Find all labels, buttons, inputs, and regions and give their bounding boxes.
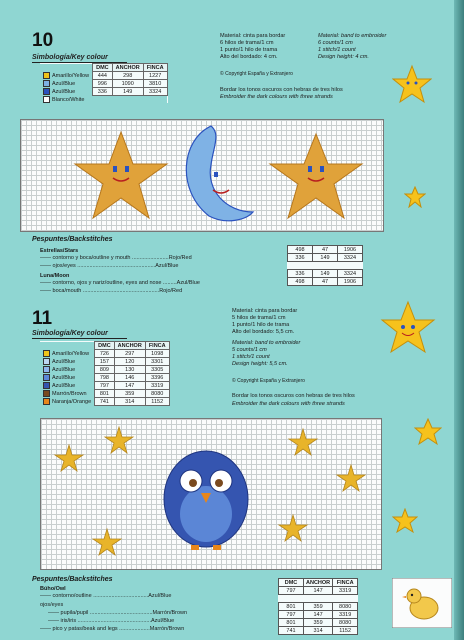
small-star-motif bbox=[337, 465, 365, 491]
key-row: Naranja/Orange 741 314 1152 bbox=[40, 398, 169, 406]
bs-line: —— contorno, ojos y nariz/outline, eyes and nose .........Azul/Blue bbox=[40, 280, 200, 286]
pattern-10-backstitch-values: 498 47 1906 336 149 3324 336 149 3324 498 47 1906 bbox=[287, 245, 363, 286]
swatch-orange bbox=[43, 398, 50, 405]
swatch-white bbox=[43, 96, 50, 103]
owl-motif bbox=[164, 451, 248, 550]
bs-group-label: Luna/Moon bbox=[40, 273, 70, 279]
swatch-yellow bbox=[43, 350, 50, 357]
small-star-motif bbox=[93, 529, 121, 555]
swatch-dark-blue bbox=[43, 382, 50, 389]
decorative-star-icon bbox=[392, 508, 418, 534]
pattern-10-number: 10 bbox=[32, 30, 54, 51]
pattern-11-chart bbox=[40, 418, 382, 570]
swatch-yellow bbox=[43, 72, 50, 79]
bs-line: —— ojos/eyes ...................................................Azul/Blue bbox=[40, 263, 179, 269]
pattern-10-border-es: Bordar los tonos oscuros con hebras de tres hilos bbox=[220, 87, 343, 93]
key-row: Amarillo/Yellow 726 297 1098 bbox=[40, 350, 169, 358]
small-star-motif bbox=[105, 427, 133, 453]
key-row: Marrón/Brown 801 359 8080 bbox=[40, 390, 169, 398]
pattern-11-backstitch-title: Pespuntes/Backstitches bbox=[32, 576, 113, 583]
swatch-light-blue bbox=[43, 80, 50, 87]
star-motif-left bbox=[75, 132, 167, 218]
pattern-11-number: 11 bbox=[32, 308, 53, 329]
star-motif-right bbox=[270, 134, 362, 218]
star-eye-right bbox=[320, 166, 324, 172]
bs-line: —— boca/mouth ..................................................Rojo/Red bbox=[40, 288, 183, 294]
key-row: Blanco/White bbox=[40, 96, 167, 104]
key-row: Azul/Blue 809 130 3305 bbox=[40, 366, 169, 374]
swatch-pale-blue bbox=[43, 358, 50, 365]
decorative-star-icon bbox=[404, 186, 426, 208]
small-star-motif bbox=[279, 515, 307, 541]
pattern-11-border-en: Embroider the dark colours with three strands bbox=[232, 401, 345, 407]
pattern-10-border-en: Embroider the dark colours with three strands bbox=[220, 94, 333, 100]
pattern-10-key-table: DMC ANCHOR FINCA Amarillo/Yellow 444 298 1227 Azul/Blue 996 1090 3810 Azul/Blue 336 149 3324 Blanco/White bbox=[40, 63, 168, 103]
pattern-10-notes-es: Material: cinta para bordar 6 hilos de trama/1 cm 1 punto/1 hilo de trama Alto del bordado: 4 cm. bbox=[220, 33, 286, 60]
pattern-11-notes-en: Material: band to embroider 5 counts/1 cm 1 stitch/1 count Design height: 5,5 cm. bbox=[232, 340, 301, 367]
bs-group-label: Búho/Owl bbox=[40, 586, 66, 592]
star-eye-right bbox=[125, 166, 129, 172]
key-row: Amarillo/Yellow 444 298 1227 bbox=[40, 72, 167, 80]
pattern-10-key-title: Simbología/Key colour bbox=[32, 54, 127, 63]
decorative-star-icon bbox=[380, 300, 436, 356]
key-row: Azul/Blue 797 147 3319 bbox=[40, 382, 169, 390]
pattern-11-copyright: © Copyright España y Extranjero bbox=[232, 378, 305, 384]
bs-group-label: Estrellas/Stars bbox=[40, 248, 79, 254]
small-star-motif bbox=[289, 429, 317, 455]
key-row: Azul/Blue 798 146 3396 bbox=[40, 374, 169, 382]
owl-pupil-right bbox=[215, 479, 223, 487]
pattern-11-backstitch-values: DMC ANCHOR FINCA 797 147 3319 801 359 8080 797 147 3319 801 359 8080 741 314 1152 bbox=[278, 578, 358, 635]
owl-pupil-left bbox=[189, 479, 197, 487]
key-row: Azul/Blue 157 120 3301 bbox=[40, 358, 169, 366]
moon-eye bbox=[214, 172, 218, 177]
bs-line: —— iris/iris ................................................Azul/Blue bbox=[48, 618, 175, 624]
swatch-dark-blue bbox=[43, 88, 50, 95]
bs-line: —— pico y patas/beak and legs ....................Marrón/Brown bbox=[40, 626, 185, 632]
decorative-star-icon bbox=[414, 418, 442, 446]
pattern-11-notes-es: Material: cinta para bordar 5 hilos de trama/1 cm 1 punto/1 hilo de trama Alto del bordado: 5,5 cm. bbox=[232, 308, 298, 335]
bs-line: —— pupila/pupil .........................................Marrón/Brown bbox=[48, 610, 188, 616]
owl-foot-right bbox=[213, 545, 221, 550]
swatch-light-blue bbox=[43, 366, 50, 373]
page-spine bbox=[454, 0, 464, 640]
pattern-11-border-es: Bordar los tonos oscuros con hebras de tres hilos bbox=[232, 393, 355, 399]
key-row: Azul/Blue 996 1090 3810 bbox=[40, 80, 167, 88]
bs-line: —— contorno/outline ....................................Azul/Blue bbox=[40, 593, 172, 599]
pattern-10-backstitch-title: Pespuntes/Backstitches bbox=[32, 236, 113, 243]
pattern-10-motifs bbox=[21, 120, 383, 231]
pattern-11-key-title: Simbología/Key colour bbox=[32, 330, 127, 339]
bs-line: ojos/eyes bbox=[40, 602, 64, 608]
decorative-star-icon bbox=[392, 64, 432, 104]
key-row: Azul/Blue 336 149 3324 bbox=[40, 88, 167, 96]
pattern-10-notes-en: Material: band to embroider 6 counts/1 cm 1 stitch/1 count Design height: 4 cm. bbox=[318, 33, 387, 60]
small-star-motif bbox=[55, 445, 83, 471]
pattern-11-key-table: DMC ANCHOR FINCA Amarillo/Yellow 726 297 1098 Azul/Blue 157 120 3301 Azul/Blue 809 130 3305 Azul/Blue 798 146 3396 Azul/Blue 797 147 3319 Marrón/Brown 801 359 8080 Naranja/Orange 741 314 1152 bbox=[40, 341, 170, 406]
moon-motif bbox=[186, 126, 253, 221]
chick-icon bbox=[392, 578, 452, 628]
swatch-mid-blue bbox=[43, 374, 50, 381]
star-eye-left bbox=[308, 166, 312, 172]
pattern-11-motifs bbox=[41, 419, 381, 569]
owl-foot-left bbox=[191, 545, 199, 550]
pattern-10-chart bbox=[20, 119, 384, 232]
star-eye-left bbox=[113, 166, 117, 172]
swatch-brown bbox=[43, 390, 50, 397]
pattern-10-copyright: © Copyright España y Extranjero bbox=[220, 71, 293, 77]
bs-line: —— contorno y boca/outline y mouth ........................Rojo/Red bbox=[40, 255, 192, 261]
